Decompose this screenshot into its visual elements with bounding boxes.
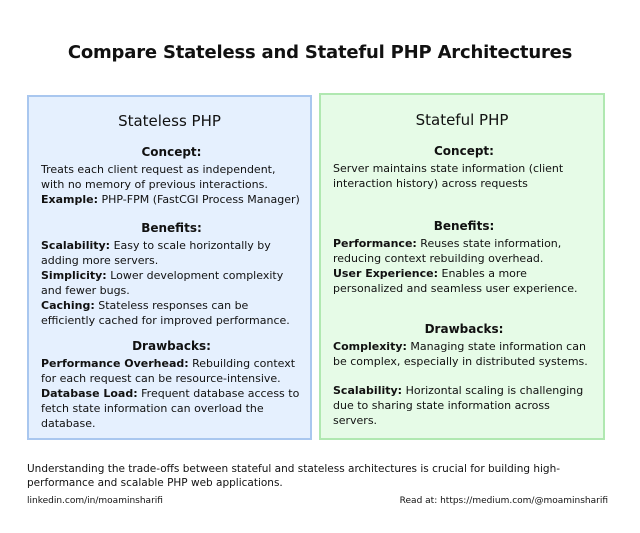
stateless-drawbacks-heading: Drawbacks: bbox=[132, 339, 211, 353]
stateless-title: Stateless PHP bbox=[118, 112, 221, 130]
stateful-drawback-item bbox=[333, 339, 595, 369]
stateful-concept-heading: Concept: bbox=[434, 144, 494, 158]
benefit-text: Reuses state information, reducing context rebuilding overhead. bbox=[333, 237, 562, 265]
drawback-label: Scalability: bbox=[333, 384, 403, 397]
stateless-drawback-item bbox=[41, 356, 302, 386]
stateless-drawback-item bbox=[41, 386, 302, 431]
stateless-example bbox=[41, 192, 302, 207]
benefit-label: Simplicity: bbox=[41, 269, 107, 282]
stateless-benefit-item bbox=[41, 298, 302, 328]
stateful-benefit-item bbox=[333, 266, 595, 296]
stateless-concept-heading: Concept: bbox=[141, 145, 202, 159]
stateful-title: Stateful PHP bbox=[415, 111, 509, 129]
benefit-text: Stateless responses can be efficiently cached for improved performance. bbox=[41, 299, 290, 327]
stateful-benefits bbox=[333, 218, 595, 296]
page-title: Compare Stateless and Stateful PHP Architectures bbox=[67, 42, 573, 63]
spacer bbox=[333, 369, 595, 383]
benefit-text: Enables a more personalized and seamless user experience. bbox=[333, 267, 578, 295]
stateful-drawbacks-heading: Drawbacks: bbox=[424, 322, 504, 336]
drawback-text: Managing state information can be complex, especially in distributed systems. bbox=[333, 340, 588, 368]
stateful-concept-text: Server maintains state information (client interaction history) across requests bbox=[333, 162, 564, 190]
stateful-drawback-item bbox=[333, 383, 595, 428]
medium-link[interactable]: Read at: https://medium.com/@moaminsharifi bbox=[399, 496, 608, 506]
stateful-benefits-heading: Benefits: bbox=[433, 219, 495, 233]
stateless-benefit-item bbox=[41, 268, 302, 298]
stateless-concept-text: Treats each client request as independent, with no memory of previous interactions. bbox=[41, 163, 276, 191]
stateful-concept bbox=[333, 143, 595, 191]
stateless-example-text: PHP-FPM (FastCGI Process Manager) bbox=[98, 193, 300, 206]
stateless-drawbacks bbox=[41, 338, 302, 431]
stateful-panel bbox=[319, 93, 605, 440]
stateless-benefits-heading: Benefits: bbox=[141, 221, 202, 235]
stateful-drawbacks bbox=[333, 321, 595, 428]
benefit-label: User Experience: bbox=[333, 267, 439, 280]
stateless-benefit-item bbox=[41, 238, 302, 268]
stateful-benefit-item bbox=[333, 236, 595, 266]
stateless-example-label: Example: bbox=[41, 193, 98, 206]
benefit-text: Easy to scale horizontally by adding more servers. bbox=[41, 239, 271, 267]
benefit-text: Lower development complexity and fewer bugs. bbox=[41, 269, 284, 297]
linkedin-link[interactable]: linkedin.com/in/moaminsharifi bbox=[27, 496, 163, 506]
drawback-text: Rebuilding context for each request can be resource-intensive. bbox=[41, 357, 296, 385]
drawback-text: Frequent database access to fetch state information can overload the database. bbox=[41, 387, 300, 430]
stateless-concept bbox=[41, 144, 302, 207]
stateless-panel bbox=[27, 95, 312, 440]
summary-text: Understanding the trade-offs between stateful and stateless architectures is crucial for building high-performance and scalable PHP web applications. bbox=[27, 463, 561, 489]
stateless-benefits bbox=[41, 220, 302, 328]
drawback-text: Horizontal scaling is challenging due to sharing state information across servers. bbox=[333, 384, 584, 427]
drawback-label: Complexity: bbox=[333, 340, 407, 353]
benefit-label: Caching: bbox=[41, 299, 95, 312]
benefit-label: Performance: bbox=[333, 237, 417, 250]
benefit-label: Scalability: bbox=[41, 239, 111, 252]
drawback-label: Database Load: bbox=[41, 387, 138, 400]
drawback-label: Performance Overhead: bbox=[41, 357, 189, 370]
